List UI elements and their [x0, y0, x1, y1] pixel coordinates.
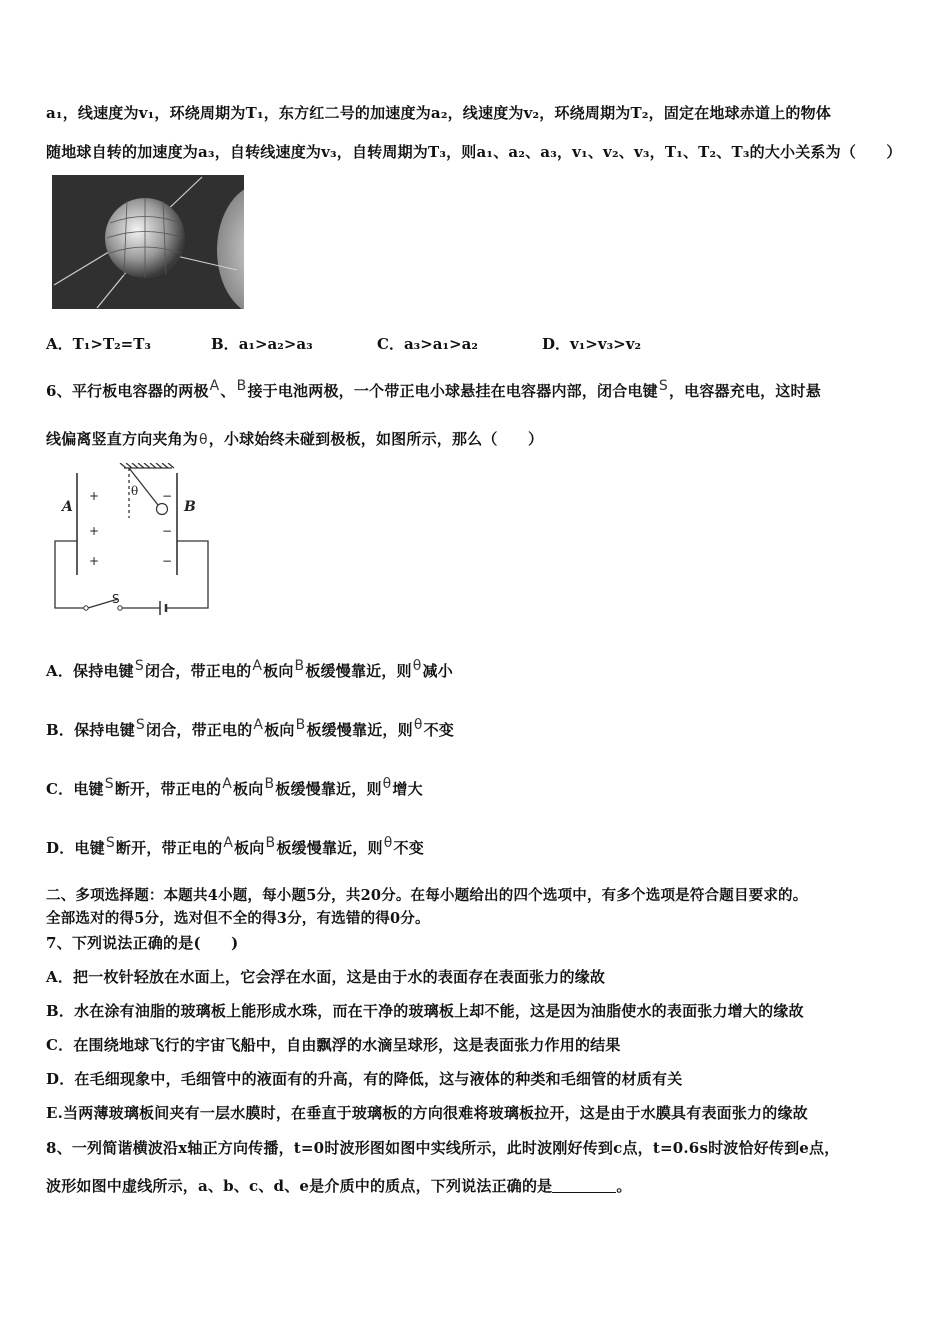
q7-option-d: D．在毛细现象中，毛细管中的液面有的升高，有的降低，这与液体的种类和毛细管的材质有关: [46, 1070, 683, 1088]
minus-sign: −: [162, 554, 173, 568]
capacitor-circuit-diagram: [52, 463, 212, 615]
q6-stem-line-2: 线偏离竖直方向夹角为θ，小球始终未碰到极板，如图所示，那么（ ）: [46, 430, 544, 448]
plus-sign: +: [89, 554, 100, 568]
satellite-photo: [52, 175, 244, 309]
q6-option-a: A．保持电键S闭合，带正电的A板向B板缓慢靠近，则θ减小: [46, 658, 453, 680]
q6-option-c: C．电键S断开，带正电的A板向B板缓慢靠近，则θ增大: [46, 776, 423, 798]
q5-option-a: A．T₁>T₂=T₃: [46, 335, 151, 353]
q8-stem-line-2: 波形如图中虚线所示，a、b、c、d、e是介质中的质点，下列说法正确的是 。: [46, 1177, 632, 1195]
plate-a-label: A: [62, 499, 73, 515]
minus-sign: −: [162, 489, 173, 503]
q6-stem-line-1: 6、平行板电容器的两极A、B接于电池两极，一个带正电小球悬挂在电容器内部，闭合电键S，电容器充电，这时悬: [46, 378, 821, 400]
section-2-instructions: 全部选对的得5分，选对但不全的得3分，有选错的得0分。: [46, 910, 430, 927]
q5-option-b: B．a₁>a₂>a₃: [211, 335, 313, 353]
section-2-heading: 二、多项选择题：本题共4小题，每小题5分，共20分。在每小题给出的四个选项中，有多个选项是符合题目要求的。: [46, 887, 808, 904]
q7-option-c: C．在围绕地球飞行的宇宙飞船中，自由飘浮的水滴呈球形，这是表面张力作用的结果: [46, 1036, 621, 1054]
q5-line-2: 随地球自转的加速度为a₃，自转线速度为v₃，自转周期为T₃，则a₁、a₂、a₃，v₁、v₂、v₃，T₁、T₂、T₃的大小关系为（ ）: [46, 143, 902, 161]
plus-sign: +: [89, 489, 100, 503]
q5-option-c: C．a₃>a₁>a₂: [377, 335, 478, 353]
theta-label: θ: [131, 484, 139, 498]
switch-label: S: [112, 592, 120, 606]
q5-option-d: D．v₁>v₃>v₂: [542, 335, 642, 353]
q6-option-d: D．电键S断开，带正电的A板向B板缓慢靠近，则θ不变: [46, 835, 424, 857]
answer-blank[interactable]: [552, 1179, 616, 1193]
q8-stem-line-1: 8、一列简谐横波沿x轴正方向传播，t=0时波形图如图中实线所示，此时波刚好传到c点，t=0.6s时波恰好传到e点，: [46, 1139, 840, 1157]
q7-option-a: A．把一枚针轻放在水面上，它会浮在水面，这是由于水的表面存在表面张力的缘故: [46, 968, 606, 986]
q5-line-1: a₁，线速度为v₁，环绕周期为T₁，东方红二号的加速度为a₂，线速度为v₂，环绕周期为T₂，固定在地球赤道上的物体: [46, 104, 832, 122]
q7-option-b: B．水在涂有油脂的玻璃板上能形成水珠，而在干净的玻璃板上却不能，这是因为油脂使水的表面张力增大的缘故: [46, 1002, 804, 1020]
q6-option-b: B．保持电键S闭合，带正电的A板向B板缓慢靠近，则θ不变: [46, 717, 454, 739]
plus-sign: +: [89, 524, 100, 538]
q7-option-e: E.当两薄玻璃板间夹有一层水膜时，在垂直于玻璃板的方向很难将玻璃板拉开，这是由于水膜具有表面张力的缘故: [46, 1104, 808, 1122]
plate-b-label: B: [184, 499, 196, 515]
q7-stem: 7、下列说法正确的是( ): [46, 934, 239, 952]
minus-sign: −: [162, 524, 173, 538]
